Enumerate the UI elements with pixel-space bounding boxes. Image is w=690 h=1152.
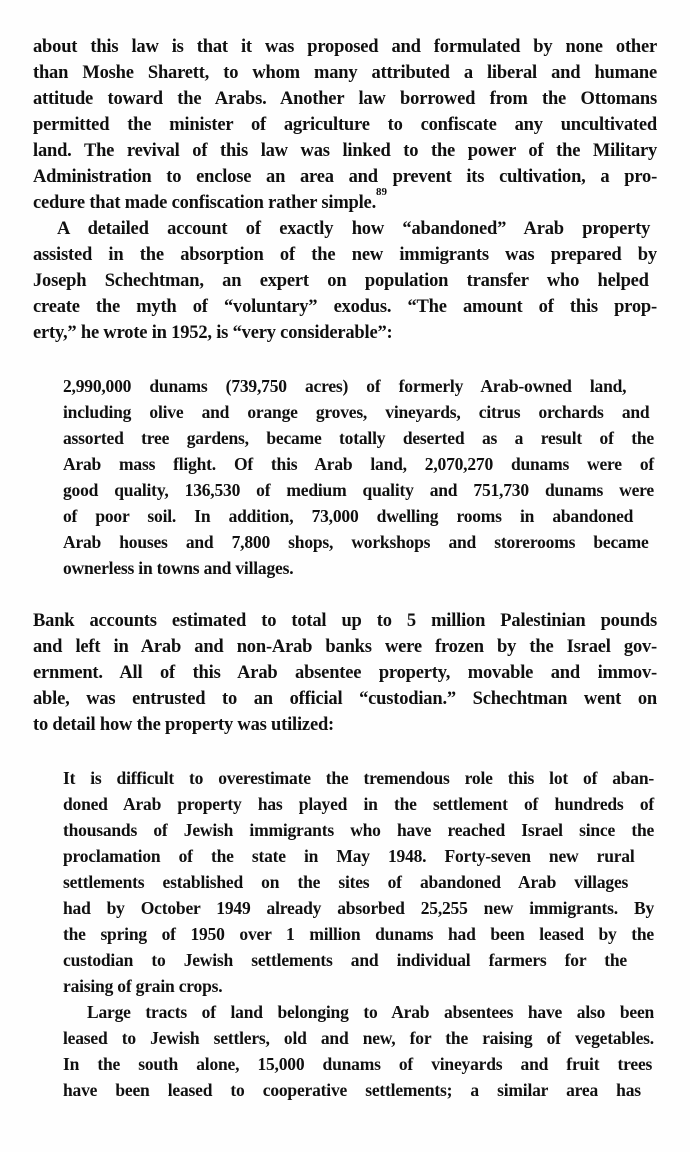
text-run: cedure that made confiscation rather simple. <box>33 193 376 213</box>
page-body <box>33 34 657 1103</box>
text-line: It is difficult to overestimate the tremendous role this lot of aban- <box>63 768 655 788</box>
footnote-reference: 89 <box>376 185 387 198</box>
text-line <box>33 185 657 216</box>
text-line: 2,990,000 dunams (739,750 acres) of formerly Arab-owned land, <box>63 376 627 396</box>
blockquote-property-utilization <box>63 765 654 1103</box>
paragraph-bank-accounts <box>33 608 657 738</box>
text-line: ernment. All of this Arab absentee property, movable and immov- <box>33 663 657 683</box>
text-line: Bank accounts estimated to total up to 5 million Palestinian pounds <box>33 611 658 631</box>
text-line: proclamation of the state in May 1948. Forty-seven new rural <box>63 846 635 866</box>
text-line: custodian to Jewish settlements and individual farmers for the <box>63 950 627 970</box>
text-line: erty,” he wrote in 1952, is “very considerable”: <box>33 323 393 343</box>
text-line: A detailed account of exactly how “abandoned” Arab property <box>57 219 651 239</box>
text-line: create the myth of “voluntary” exodus. “The amount of this prop- <box>33 297 657 317</box>
text-line: to detail how the property was utilized: <box>33 715 334 735</box>
text-line: assisted in the absorption of the new immigrants was prepared by <box>33 245 657 265</box>
text-line: Arab mass flight. Of this Arab land, 2,070,270 dunams were of <box>63 454 655 474</box>
text-line: Large tracts of land belonging to Arab absentees have also been <box>87 1002 655 1022</box>
paragraph-law-confiscation <box>33 34 657 216</box>
text-line: attitude toward the Arabs. Another law borrowed from the Ottomans <box>33 89 658 109</box>
text-line: land. The revival of this law was linked to the power of the Military <box>33 141 658 161</box>
paragraph-schechtman-account <box>33 216 657 346</box>
text-line: than Moshe Sharett, to whom many attributed a liberal and humane <box>33 63 657 83</box>
text-line: about this law is that it was proposed and formulated by none other <box>33 37 658 57</box>
text-line: and left in Arab and non-Arab banks were frozen by the Israel gov- <box>33 637 658 657</box>
text-line: doned Arab property has played in the settlement of hundreds of <box>63 794 654 814</box>
text-line: Joseph Schechtman, an expert on population transfer who helped <box>33 271 649 291</box>
text-line: leased to Jewish settlers, old and new, for the raising of vegetables. <box>63 1028 654 1048</box>
text-line: including olive and orange groves, vineyards, citrus orchards and <box>63 402 650 422</box>
text-line: of poor soil. In addition, 73,000 dwelling rooms in abandoned <box>63 506 634 526</box>
text-line: able, was entrusted to an official “custodian.” Schechtman went on <box>33 689 657 709</box>
text-line: Administration to enclose an area and prevent its cultivation, a pro- <box>33 167 658 187</box>
text-line: settlements established on the sites of abandoned Arab villages <box>63 872 629 892</box>
text-line: assorted tree gardens, became totally deserted as a result of the <box>63 428 654 448</box>
text-line: had by October 1949 already absorbed 25,255 new immigrants. By <box>63 898 655 918</box>
text-line: Arab houses and 7,800 shops, workshops and storerooms became <box>63 532 649 552</box>
text-line: thousands of Jewish immigrants who have reached Israel since the <box>63 820 655 840</box>
text-line: permitted the minister of agriculture to confiscate any uncultivated <box>33 115 657 135</box>
text-line: the spring of 1950 over 1 million dunams had been leased by the <box>63 924 654 944</box>
text-line: good quality, 136,530 of medium quality and 751,730 dunams were <box>63 480 654 500</box>
text-line: ownerless in towns and villages. <box>63 558 294 578</box>
blockquote-property-figures <box>63 373 654 581</box>
text-line: In the south alone, 15,000 dunams of vineyards and fruit trees <box>63 1054 653 1074</box>
text-line: have been leased to cooperative settlements; a similar area has <box>63 1080 641 1100</box>
text-line: raising of grain crops. <box>63 976 223 996</box>
